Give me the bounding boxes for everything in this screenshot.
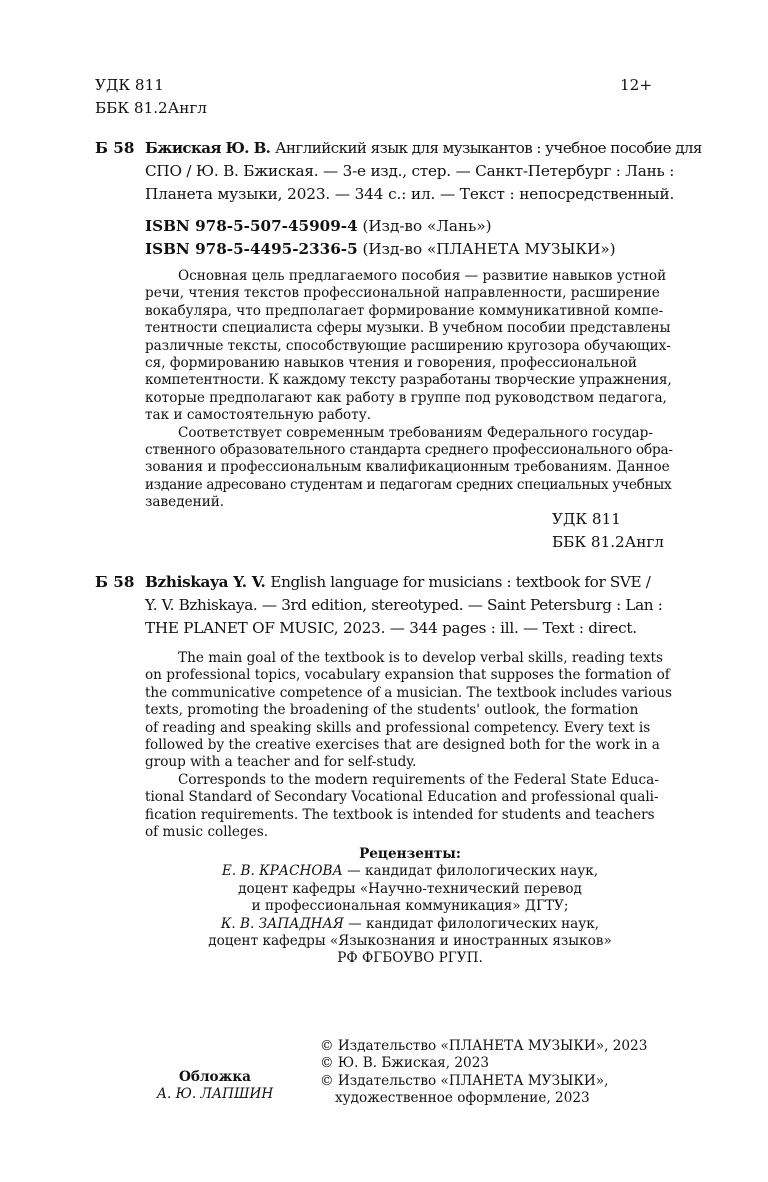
en-abstract-line: on professional topics, vocabulary expansion that supposes the formation of	[145, 667, 670, 684]
en-abstract-line: of reading and speaking skills and professional competency. Every text is	[145, 719, 651, 736]
reviewer-2-name: К. В. ЗАПАДНАЯ	[220, 915, 344, 932]
isbn-1-publisher: (Изд-во «Лань»)	[362, 217, 492, 235]
isbn-2-publisher: (Изд-во «ПЛАНЕТА МУЗЫКИ»)	[362, 240, 616, 258]
header-bbk: ББК 81.2Англ	[95, 99, 207, 117]
ru-abstract-line: которые предполагают как работу в группе под руководством педагога,	[145, 389, 667, 406]
ru-entry-author: Бжиская Ю. В.	[145, 139, 271, 157]
reviewer-2-degree: — кандидат филологических наук,	[343, 915, 600, 932]
ru-abstract-line: ственного образовательного стандарта среднего профессионального обра-	[145, 442, 673, 459]
reviewer-2-line2: доцент кафедры «Языкознания и иностранных языков»	[208, 933, 612, 950]
ru-entry-line2: СПО / Ю. В. Бжиская. — 3-е изд., стер. — Санкт-Петербург : Лань :	[145, 162, 675, 180]
reviewer-1-degree: — кандидат филологических наук,	[342, 863, 599, 880]
header-udk: УДК 811	[95, 76, 164, 94]
ru-abstract-line: ся, формированию навыков чтения и говорения, профессиональной	[145, 355, 637, 372]
ru-entry-code: Б 58	[95, 139, 135, 157]
ru-abstract	[145, 268, 673, 512]
ru-abstract-line: так и самостоятельную работу.	[145, 407, 372, 424]
en-abstract-line: tional Standard of Secondary Vocational Education and professional quali-	[145, 789, 659, 806]
copyright-line-1: © Издательство «ПЛАНЕТА МУЗЫКИ», 2023	[320, 1038, 648, 1054]
en-entry-author: Bzhiskaya Y. V.	[145, 573, 266, 591]
en-abstract-line: Corresponds to the modern requirements of the Federal State Educa-	[178, 771, 659, 788]
ru-index-udk: УДК 811	[552, 510, 621, 528]
en-abstract-line: fication requirements. The textbook is intended for students and teachers	[145, 806, 655, 823]
ru-index-bbk: ББК 81.2Англ	[552, 533, 664, 551]
cover-artist: А. Ю. ЛАПШИН	[156, 1086, 274, 1103]
age-rating: 12+	[620, 76, 653, 94]
cover-label: Обложка	[179, 1069, 251, 1085]
isbn-1-number: ISBN 978-5-507-45909-4	[145, 217, 358, 235]
ru-abstract-line: издание адресовано студентам и педагогам средних специальных учебных	[145, 476, 672, 493]
ru-abstract-line: зования и профессиональным квалификационным требованиям. Данное	[145, 459, 670, 476]
en-abstract-line: followed by the creative exercises that are designed both for the work in a	[145, 737, 660, 754]
isbn-2-number: ISBN 978-5-4495-2336-5	[145, 240, 358, 258]
ru-entry-line3: Планета музыки, 2023. — 344 с.: ил. — Текст : непосредственный.	[145, 185, 675, 203]
reviewer-1-line3: и профессиональная коммуникация» ДГТУ;	[251, 898, 569, 915]
ru-abstract-line: речи, чтения текстов профессиональной направленности, расширение	[145, 285, 660, 302]
ru-isbn-2	[145, 238, 616, 261]
ru-abstract-line: тентности специалиста сферы музыки. В учебном пособии представлены	[145, 320, 671, 337]
reviewers-block	[150, 846, 670, 968]
en-abstract-line: of music colleges.	[145, 824, 269, 841]
ru-abstract-line: Основная цель предлагаемого пособия — развитие навыков устной	[178, 268, 667, 284]
en-entry-code: Б 58	[95, 573, 135, 591]
copyright-line-2: © Ю. В. Бжиская, 2023	[320, 1055, 489, 1072]
reviewer-1-line2: доцент кафедры «Научно-технический перевод	[238, 880, 582, 897]
ru-abstract-line: заведений.	[145, 494, 225, 511]
reviewers-title: Рецензенты:	[359, 846, 461, 862]
en-abstract-line: The main goal of the textbook is to develop verbal skills, reading texts	[178, 650, 663, 666]
reviewer-2-line3: РФ ФГБОУВО РГУП.	[337, 950, 483, 967]
reviewer-1-line1	[150, 863, 670, 880]
en-abstract	[145, 650, 673, 841]
cover-credit	[130, 1069, 300, 1104]
en-abstract-line: texts, promoting the broadening of the students' outlook, the formation	[145, 702, 639, 719]
ru-entry-line1	[145, 137, 702, 160]
ru-abstract-line: различные тексты, способствующие расширению кругозора обучающих-	[145, 337, 671, 354]
reviewer-2-line1	[150, 916, 670, 933]
en-abstract-line: group with a teacher and for self-study.	[145, 754, 417, 771]
copyright-line-3: © Издательство «ПЛАНЕТА МУЗЫКИ»,	[320, 1072, 609, 1089]
ru-entry-title: Английский язык для музыкантов : учебное пособие для	[275, 139, 702, 157]
en-entry-title: English language for musicians : textbook for SVE /	[270, 573, 651, 591]
reviewer-1-name: Е. В. КРАСНОВА	[221, 863, 343, 880]
en-abstract-line: the communicative competence of a musician. The textbook includes various	[145, 684, 672, 701]
ru-abstract-line: Соответствует современным требованиям Федерального государ-	[178, 424, 653, 441]
copyright-block	[320, 1038, 647, 1108]
ru-abstract-line: компетентности. К каждому тексту разработаны творческие упражнения,	[145, 372, 672, 389]
ru-isbn-1	[145, 215, 492, 238]
en-entry-line2: Y. V. Bzhiskaya. — 3rd edition, stereotyped. — Saint Petersburg : Lan :	[145, 596, 663, 614]
copyright-line-4: художественное оформление, 2023	[335, 1090, 590, 1107]
en-entry-line1	[145, 571, 651, 594]
en-entry-line3: THE PLANET OF MUSIC, 2023. — 344 pages : ill. — Text : direct.	[145, 619, 637, 637]
ru-abstract-line: вокабуляра, что предполагает формирование коммуникативной компе-	[145, 302, 664, 319]
